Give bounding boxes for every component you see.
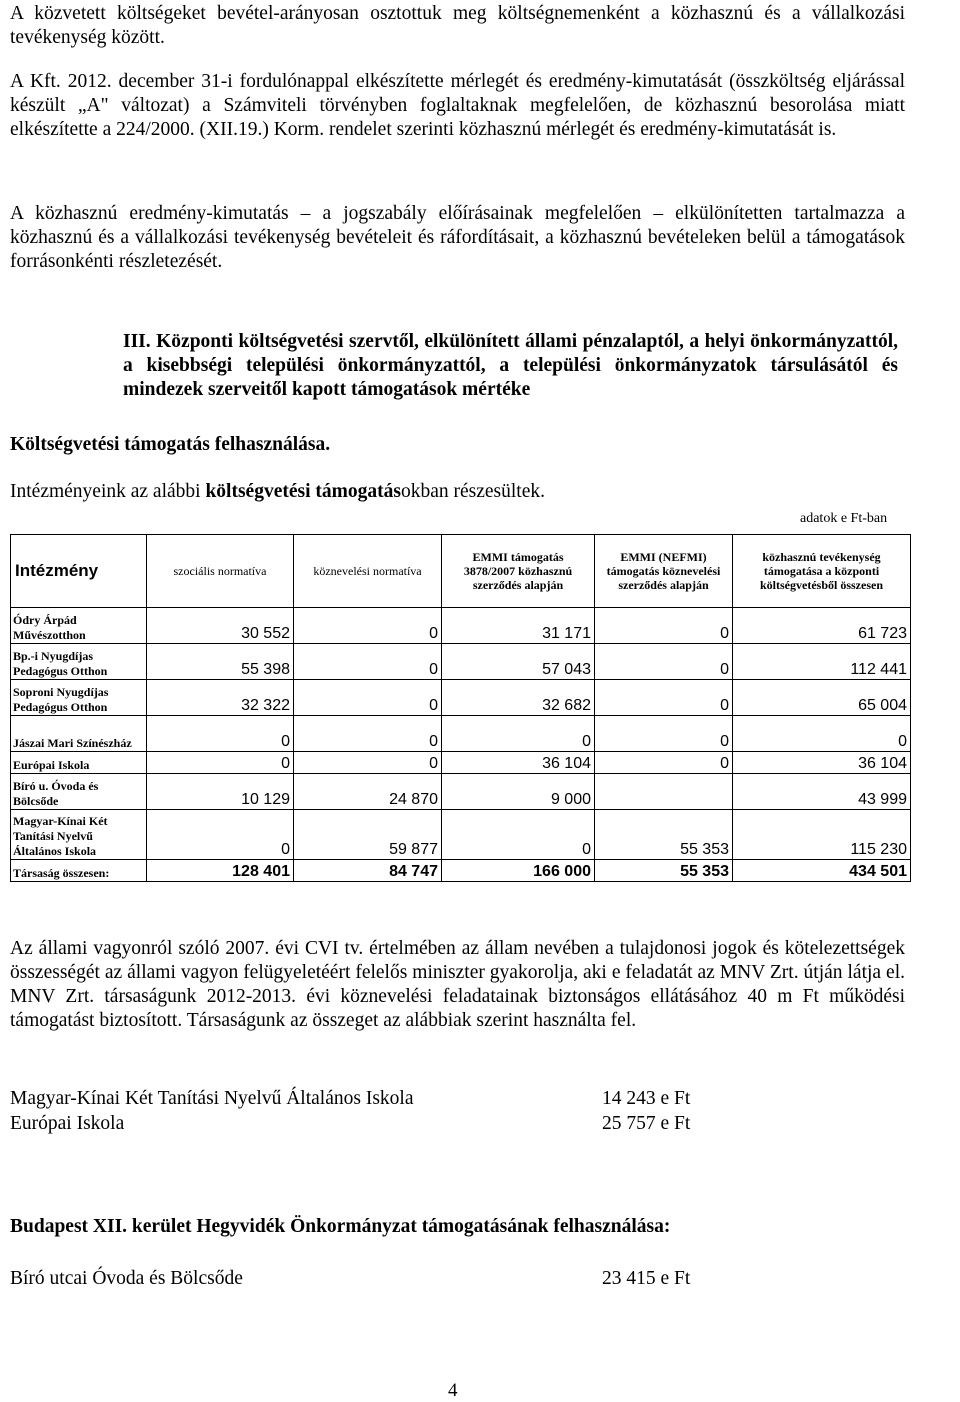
page-number: 4 — [448, 1380, 458, 1401]
cell-emmi-3878: 0 — [442, 716, 595, 752]
cell-social: 0 — [147, 810, 294, 860]
cell-emmi-3878: 9 000 — [442, 774, 595, 810]
cell-education: 0 — [294, 608, 442, 644]
cell-social: 0 — [147, 752, 294, 774]
usage-value: 23 415 e Ft — [602, 1268, 691, 1289]
cell-social: 10 129 — [147, 774, 294, 810]
row-name: Bíró u. Óvoda és Bölcsőde — [11, 774, 147, 810]
cell-social: 30 552 — [147, 608, 294, 644]
row-name: Ódry Árpád Művészotthon — [11, 608, 147, 644]
cell-emmi-nefmi: 0 — [595, 752, 733, 774]
total-social: 128 401 — [147, 860, 294, 882]
section-title: Központi költségvetési szervtől, elkülönített állami pénzalaptól, a helyi önkormányzattól, a kisebbségi települési önkormányzattól, a települési önkormányzatok társulásától és mindezek szerveitől kapott támogatások mértéke — [123, 331, 899, 400]
usage-label: Magyar-Kínai Két Tanítási Nyelvű Általános Iskola — [10, 1088, 414, 1109]
support-table — [10, 534, 911, 882]
row-name: Magyar-Kínai Két Tanítási Nyelvű Általános Iskola — [11, 810, 147, 860]
total-emmi-nefmi: 55 353 — [595, 860, 733, 882]
cell-emmi-3878: 36 104 — [442, 752, 595, 774]
header-social-normative: szociális normatíva — [147, 535, 294, 608]
cell-total: 0 — [733, 716, 911, 752]
total-emmi-3878: 166 000 — [442, 860, 595, 882]
table-row — [11, 752, 911, 774]
cell-total: 36 104 — [733, 752, 911, 774]
header-total-central: közhasznú tevékenység támogatása a központi költségvetésből összesen — [733, 535, 911, 608]
cell-social: 0 — [147, 716, 294, 752]
usage-label: Európai Iskola — [10, 1113, 125, 1134]
table-row — [11, 716, 911, 752]
cell-emmi-nefmi: 0 — [595, 608, 733, 644]
usage-value: 14 243 e Ft — [602, 1088, 691, 1109]
subheading-budget-support: Költségvetési támogatás felhasználása. — [10, 434, 331, 455]
cell-emmi-3878: 32 682 — [442, 680, 595, 716]
paragraph-state-assets: Az állami vagyonról szóló 2007. évi CVI tv. értelmében az állam nevében a tulajdonosi jogok és kötelezettségek összességét az állami vagyon felügyeletéért felelős miniszter gyakorolja, aki e feladatát az MNV Zrt. útján látja el. MNV Zrt. társaságunk 2012-2013. évi köznevelési feladatainak biztonságos ellátásához 40 m Ft működési támogatást biztosított. Társaságunk az összeget az alábbiak szerint használta fel. — [10, 938, 905, 1031]
cell-education: 0 — [294, 752, 442, 774]
budapest-heading: Budapest XII. kerület Hegyvidék Önkormányzat támogatásának felhasználása: — [10, 1216, 671, 1237]
cell-emmi-nefmi: 0 — [595, 644, 733, 680]
cell-emmi-nefmi: 55 353 — [595, 810, 733, 860]
intro-bold: költségvetési támogatás — [205, 481, 401, 502]
cell-total: 65 004 — [733, 680, 911, 716]
intro-post: okban részesültek. — [400, 481, 546, 502]
row-name: Soproni Nyugdíjas Pedagógus Otthon — [11, 680, 147, 716]
cell-total: 112 441 — [733, 644, 911, 680]
cell-education: 0 — [294, 644, 442, 680]
cell-social: 55 398 — [147, 644, 294, 680]
row-name: Jászai Mari Színészház — [11, 716, 147, 752]
cell-education: 24 870 — [294, 774, 442, 810]
cell-emmi-3878: 31 171 — [442, 608, 595, 644]
table-row — [11, 680, 911, 716]
paragraph-balance-sheet: A Kft. 2012. december 31-i fordulónappal elkészítette mérlegét és eredmény-kimutatását (összköltség eljárással készült „A" változat) a Számviteli törvényben foglaltaknak megfelelően, de közhasznú besorolása miatt elkészítette a 224/2000. (XII.19.) Korm. rendelet szerinti közhasznú mérlegét és eredmény-kimutatását is. — [10, 71, 905, 140]
paragraph-cost-allocation: A közvetett költségeket bevétel-arányosan osztottuk meg költségnemenként a közhasznú és a vállalkozási tevékenység között. — [10, 3, 905, 48]
cell-emmi-nefmi — [595, 774, 733, 810]
table-header-row — [11, 535, 911, 608]
header-emmi-3878: EMMI támogatás 3878/2007 közhasznú szerződés alapján — [442, 535, 595, 608]
table-row — [11, 644, 911, 680]
section-heading-iii — [123, 330, 898, 402]
table-row — [11, 774, 911, 810]
intro-pre: Intézményeink az alábbi — [10, 481, 206, 502]
header-institution: Intézmény — [11, 535, 147, 608]
cell-emmi-3878: 57 043 — [442, 644, 595, 680]
row-name: Bp.-i Nyugdíjas Pedagógus Otthon — [11, 644, 147, 680]
table-row — [11, 810, 911, 860]
cell-total: 43 999 — [733, 774, 911, 810]
cell-emmi-nefmi: 0 — [595, 716, 733, 752]
table-total-row — [11, 860, 911, 882]
cell-education: 59 877 — [294, 810, 442, 860]
cell-education: 0 — [294, 680, 442, 716]
unit-note: adatok e Ft-ban — [800, 511, 888, 526]
section-number: III. — [123, 331, 151, 352]
header-education-normative: köznevelési normatíva — [294, 535, 442, 608]
paragraph-income-statement: A közhasznú eredmény-kimutatás – a jogszabály előírásainak megfelelően – elkülönítetten tartalmazza a közhasznú és a vállalkozási tevékenység bevételeit és ráfordításait, a közhasznú bevételeken belül a támogatások forrásonkénti részletezését. — [10, 203, 905, 272]
usage-label: Bíró utcai Óvoda és Bölcsőde — [10, 1268, 243, 1289]
cell-emmi-3878: 0 — [442, 810, 595, 860]
row-name: Európai Iskola — [11, 752, 147, 774]
total-grand: 434 501 — [733, 860, 911, 882]
cell-education: 0 — [294, 716, 442, 752]
cell-social: 32 322 — [147, 680, 294, 716]
cell-total: 115 230 — [733, 810, 911, 860]
header-emmi-nefmi: EMMI (NEFMI) támogatás köznevelési szerződés alapján — [595, 535, 733, 608]
total-label: Társaság összesen: — [11, 860, 147, 882]
cell-total: 61 723 — [733, 608, 911, 644]
usage-value: 25 757 e Ft — [602, 1113, 691, 1134]
table-row — [11, 608, 911, 644]
cell-emmi-nefmi: 0 — [595, 680, 733, 716]
total-education: 84 747 — [294, 860, 442, 882]
intro-sentence — [10, 481, 545, 503]
